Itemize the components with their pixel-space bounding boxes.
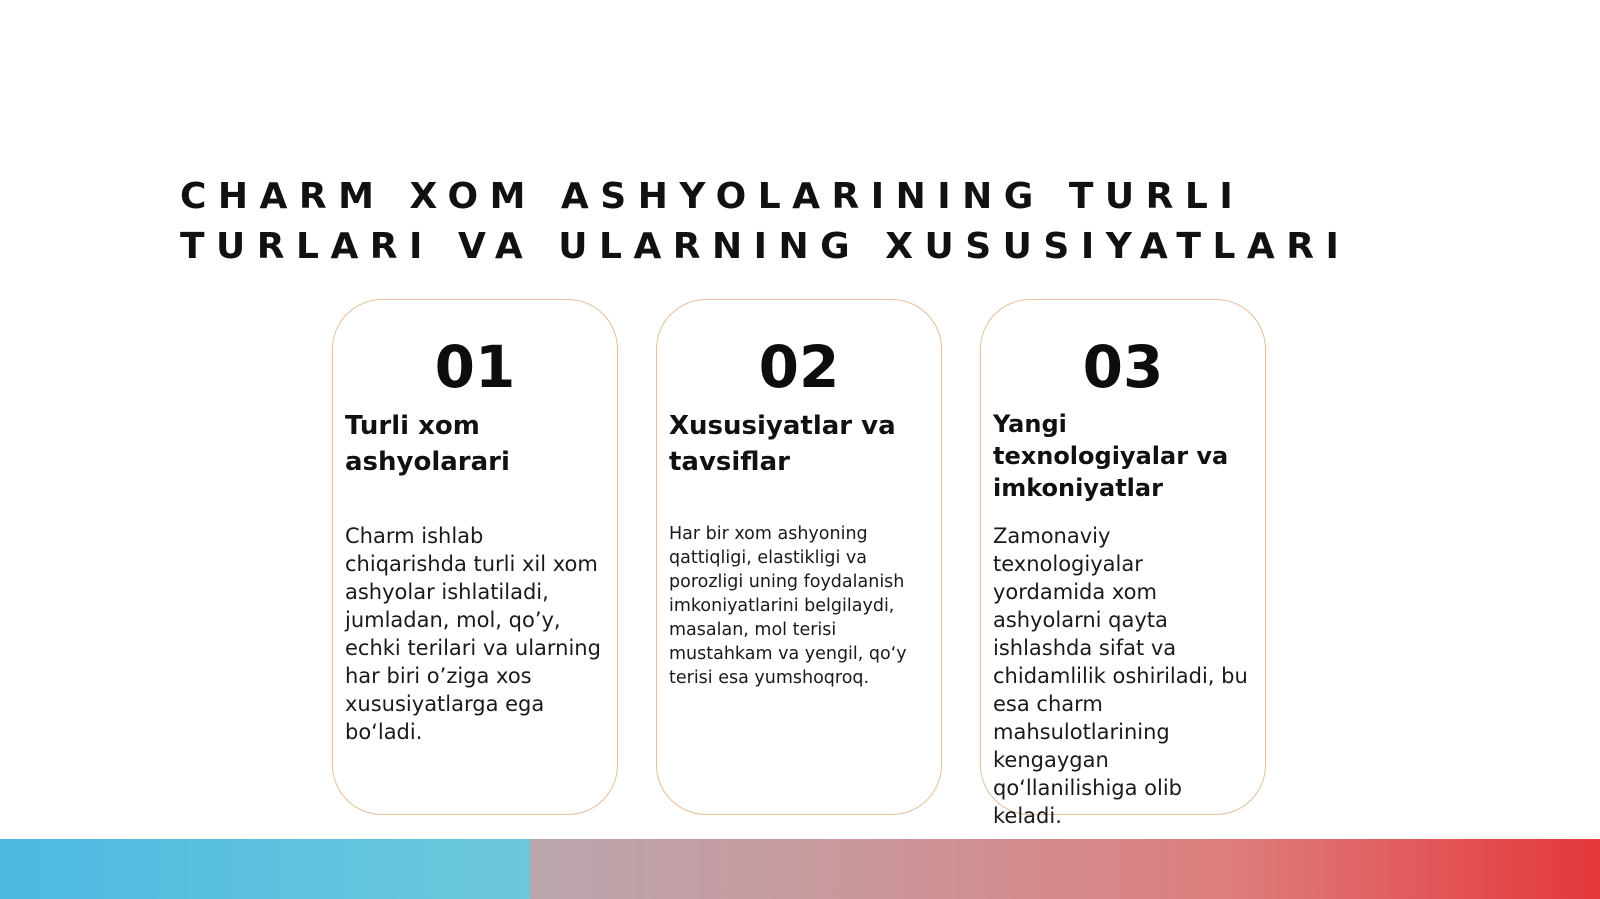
footer-bar-red-segment xyxy=(530,839,1600,899)
card-number: 02 xyxy=(758,333,840,401)
card-number: 03 xyxy=(1082,333,1164,401)
card-body-text: Har bir xom ashyoning qattiqligi, elastikligi va porozligi uning foydalanish imkoniyatlarini belgilaydi, masalan, mol terisi mustahkam va yengil, qo‘y terisi esa yumshoqroq. xyxy=(669,524,907,688)
card-heading: Turli xom ashyolarari xyxy=(345,411,510,477)
slide-title: CHARM XOM ASHYOLARINING TURLI TURLARI VA ULARNING XUSUSIYATLARI xyxy=(180,176,1351,267)
card-number: 01 xyxy=(434,333,516,401)
card-raw-materials xyxy=(332,299,618,815)
card-body-text: Zamonaviy texnologiyalar yordamida xom ashyolarni qayta ishlashda sifat va chidamlilik oshiriladi, bu esa charm mahsulotlarining kengaygan qo‘llanilishiga olib keladi. xyxy=(993,524,1248,828)
footer-gradient-bar xyxy=(0,839,1600,899)
card-new-technologies xyxy=(980,299,1266,828)
card-properties xyxy=(656,299,942,815)
footer-bar-blue-segment xyxy=(0,839,530,899)
card-body-text: Charm ishlab chiqarishda turli xil xom ashyolar ishlatiladi, jumladan, mol, qo’y, echki terilari va ularning har biri o’ziga xos xususiyatlarga ega bo‘ladi. xyxy=(345,524,601,744)
card-heading: Yangi texnologiyalar va imkoniyatlar xyxy=(993,410,1229,502)
card-heading: Xususiyatlar va tavsiflar xyxy=(669,411,896,477)
